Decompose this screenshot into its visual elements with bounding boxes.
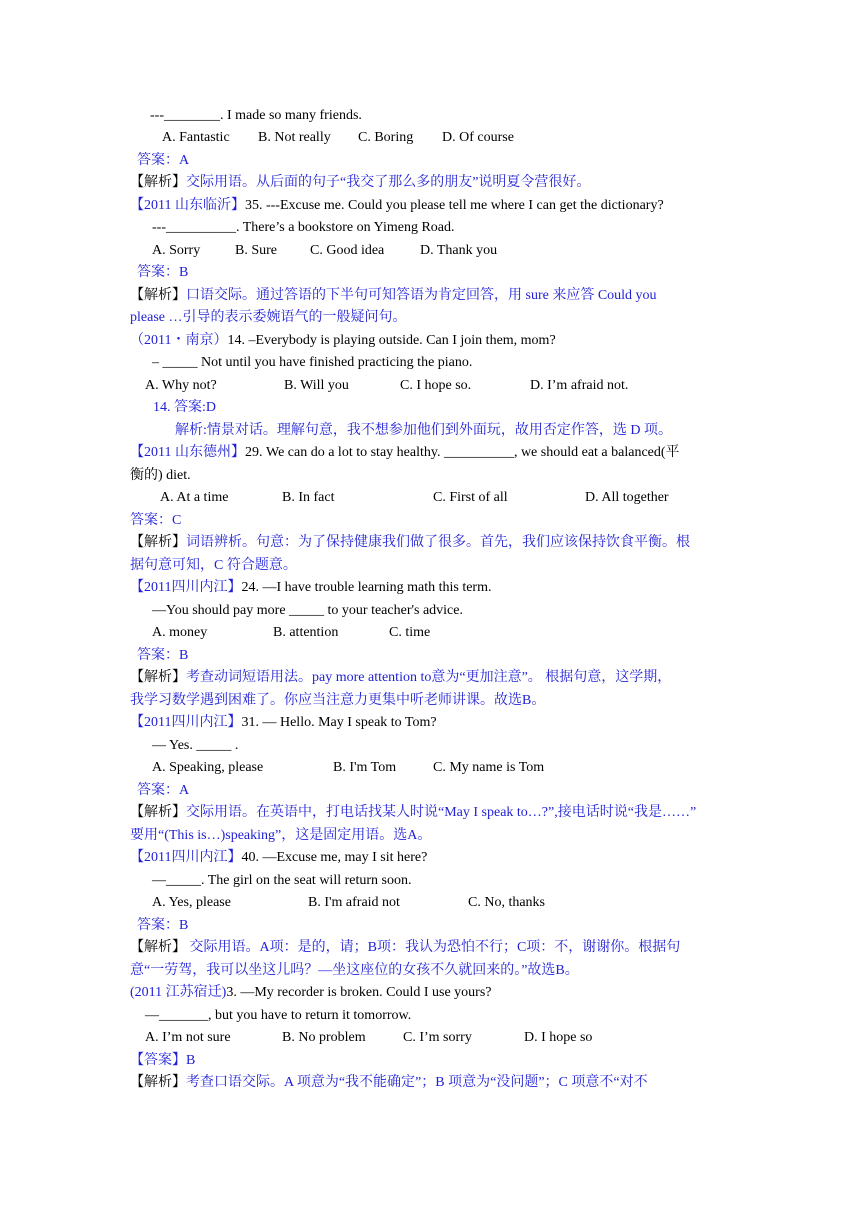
analysis-text: 考查动词短语用法。pay more attention to意为“更加注意”。 根据句意，这学期， bbox=[186, 670, 672, 685]
analysis-line bbox=[130, 173, 590, 193]
option-b: B. In fact bbox=[282, 490, 335, 505]
source-tag: (2011 江苏宿迁) bbox=[130, 985, 227, 1000]
answer-blank-line: — Yes. _____ . bbox=[152, 738, 239, 753]
analysis-tag: 【解析】 bbox=[130, 940, 186, 955]
question-line bbox=[130, 713, 437, 733]
option-b: B. attention bbox=[273, 625, 339, 640]
option-a: A. Fantastic bbox=[162, 130, 230, 145]
analysis-tag: 【解析】 bbox=[130, 805, 186, 820]
source-tag: 【2011四川内江】 bbox=[130, 580, 242, 595]
answer-blank-line: ---________. I made so many friends. bbox=[150, 108, 362, 123]
analysis-text: 词语辨析。句意：为了保持健康我们做了很多。首先，我们应该保持饮食平衡。根 bbox=[186, 535, 690, 550]
analysis-text: 交际用语。在英语中，打电话找某人时说“May I speak to…?”,接电话时说“我是……” bbox=[186, 805, 697, 820]
option-c: C. time bbox=[389, 625, 431, 640]
answer-blank-line: ---__________. There’s a bookstore on Yimeng Road. bbox=[152, 220, 455, 235]
option-c: C. I hope so. bbox=[400, 378, 472, 393]
analysis-line bbox=[130, 803, 696, 823]
option-b: B. No problem bbox=[282, 1030, 366, 1045]
analysis-continuation: 我学习数学遇到困难了。你应当注意力更集中听老师讲课。故选B。 bbox=[130, 693, 546, 708]
answer-label: 答案：B bbox=[137, 265, 189, 280]
option-b: B. I'm Tom bbox=[333, 760, 397, 775]
question-text: 40. —Excuse me, may I sit here? bbox=[241, 850, 428, 865]
answer-label: 答案：B bbox=[137, 918, 189, 933]
option-c: C. I’m sorry bbox=[403, 1030, 472, 1045]
analysis-text: 解析:情景对话。理解句意，我不想参加他们到外面玩，故用否定作答，选 D 项。 bbox=[175, 423, 672, 438]
option-a: A. Speaking, please bbox=[152, 760, 264, 775]
option-d: D. All together bbox=[585, 490, 669, 505]
source-tag: 【2011 山东德州】 bbox=[130, 445, 245, 460]
analysis-tag: 【解析】 bbox=[130, 535, 186, 550]
option-a: A. Sorry bbox=[152, 243, 201, 258]
option-a: A. Why not? bbox=[145, 378, 217, 393]
answer-label: 答案：A bbox=[137, 153, 190, 168]
answer-label: 答案：A bbox=[137, 783, 190, 798]
question-line bbox=[130, 331, 556, 351]
option-c: C. No, thanks bbox=[468, 895, 545, 910]
answer-blank-line: —_____. The girl on the seat will return soon. bbox=[152, 873, 412, 888]
analysis-tag: 【解析】 bbox=[130, 175, 186, 190]
analysis-text: 考查口语交际。A 项意为“我不能确定”；B 项意为“没问题”；C 项意不“对不 bbox=[186, 1075, 648, 1090]
question-text: 3. —My recorder is broken. Could I use yours? bbox=[226, 985, 492, 1000]
analysis-continuation: 据句意可知，C 符合题意。 bbox=[130, 558, 297, 573]
option-d: D. I’m afraid not. bbox=[530, 378, 629, 393]
analysis-line bbox=[130, 938, 680, 958]
question-line bbox=[130, 983, 491, 1003]
analysis-tag: 【解析】 bbox=[130, 670, 186, 685]
question-line bbox=[130, 443, 680, 463]
option-c: C. Boring bbox=[358, 130, 414, 145]
question-text: 24. —I have trouble learning math this term. bbox=[241, 580, 492, 595]
question-text: 14. –Everybody is playing outside. Can I join them, mom? bbox=[227, 333, 556, 348]
source-tag: （2011・南京） bbox=[130, 333, 228, 348]
option-d: D. Thank you bbox=[420, 243, 498, 258]
option-a: A. At a time bbox=[160, 490, 229, 505]
option-b: B. Will you bbox=[284, 378, 349, 393]
option-a: A. money bbox=[152, 625, 208, 640]
option-d: D. Of course bbox=[442, 130, 514, 145]
question-text: 31. — Hello. May I speak to Tom? bbox=[241, 715, 437, 730]
answer-label: 【答案】B bbox=[130, 1053, 196, 1068]
analysis-line bbox=[130, 533, 690, 553]
question-continuation: 衡的) diet. bbox=[130, 468, 191, 483]
question-line bbox=[130, 578, 491, 598]
question-line bbox=[130, 848, 427, 868]
answer-label: 答案：C bbox=[130, 513, 182, 528]
analysis-line bbox=[130, 286, 657, 306]
source-tag: 【2011 山东临沂】 bbox=[130, 198, 245, 213]
answer-label: 答案：B bbox=[137, 648, 189, 663]
answer-blank-line: —You should pay more _____ to your teacher's advice. bbox=[152, 603, 463, 618]
analysis-line bbox=[130, 668, 671, 688]
option-b: B. I'm afraid not bbox=[308, 895, 400, 910]
question-line bbox=[130, 196, 664, 216]
option-b: B. Sure bbox=[235, 243, 277, 258]
analysis-continuation: 意“一劳驾，我可以坐这儿吗？—坐这座位的女孩不久就回来的。”故选B。 bbox=[130, 963, 579, 978]
option-c: C. My name is Tom bbox=[433, 760, 545, 775]
analysis-continuation: 要用“(This is…)speaking”，这是固定用语。选A。 bbox=[130, 828, 432, 843]
option-b: B. Not really bbox=[258, 130, 331, 145]
answer-label: 14. 答案:D bbox=[153, 400, 216, 415]
question-text: 35. ---Excuse me. Could you please tell me where I can get the dictionary? bbox=[244, 198, 664, 213]
option-a: A. I’m not sure bbox=[145, 1030, 231, 1045]
source-tag: 【2011四川内江】 bbox=[130, 715, 242, 730]
analysis-tag: 【解析】 bbox=[130, 288, 186, 303]
option-d: D. I hope so bbox=[524, 1030, 593, 1045]
option-c: C. First of all bbox=[433, 490, 508, 505]
analysis-text: 口语交际。通过答语的下半句可知答语为肯定回答，用 sure 来应答 Could you bbox=[186, 288, 657, 303]
answer-blank-line: – _____ Not until you have finished practicing the piano. bbox=[152, 355, 473, 370]
source-tag: 【2011四川内江】 bbox=[130, 850, 242, 865]
question-text: 29. We can do a lot to stay healthy. __________, we should eat a balanced(平 bbox=[244, 445, 680, 460]
analysis-line bbox=[130, 1073, 648, 1093]
analysis-tag: 【解析】 bbox=[130, 1075, 186, 1090]
analysis-text: 交际用语。从后面的句子“我交了那么多的朋友”说明夏令营很好。 bbox=[186, 175, 591, 190]
analysis-continuation: please …引导的表示委婉语气的一般疑问句。 bbox=[130, 310, 407, 325]
option-c: C. Good idea bbox=[310, 243, 385, 258]
answer-blank-line: —_______, but you have to return it tomorrow. bbox=[145, 1008, 412, 1023]
analysis-text: 交际用语。A项：是的，请；B项：我认为恐怕不行；C项：不，谢谢你。根据句 bbox=[186, 940, 681, 955]
option-a: A. Yes, please bbox=[152, 895, 231, 910]
